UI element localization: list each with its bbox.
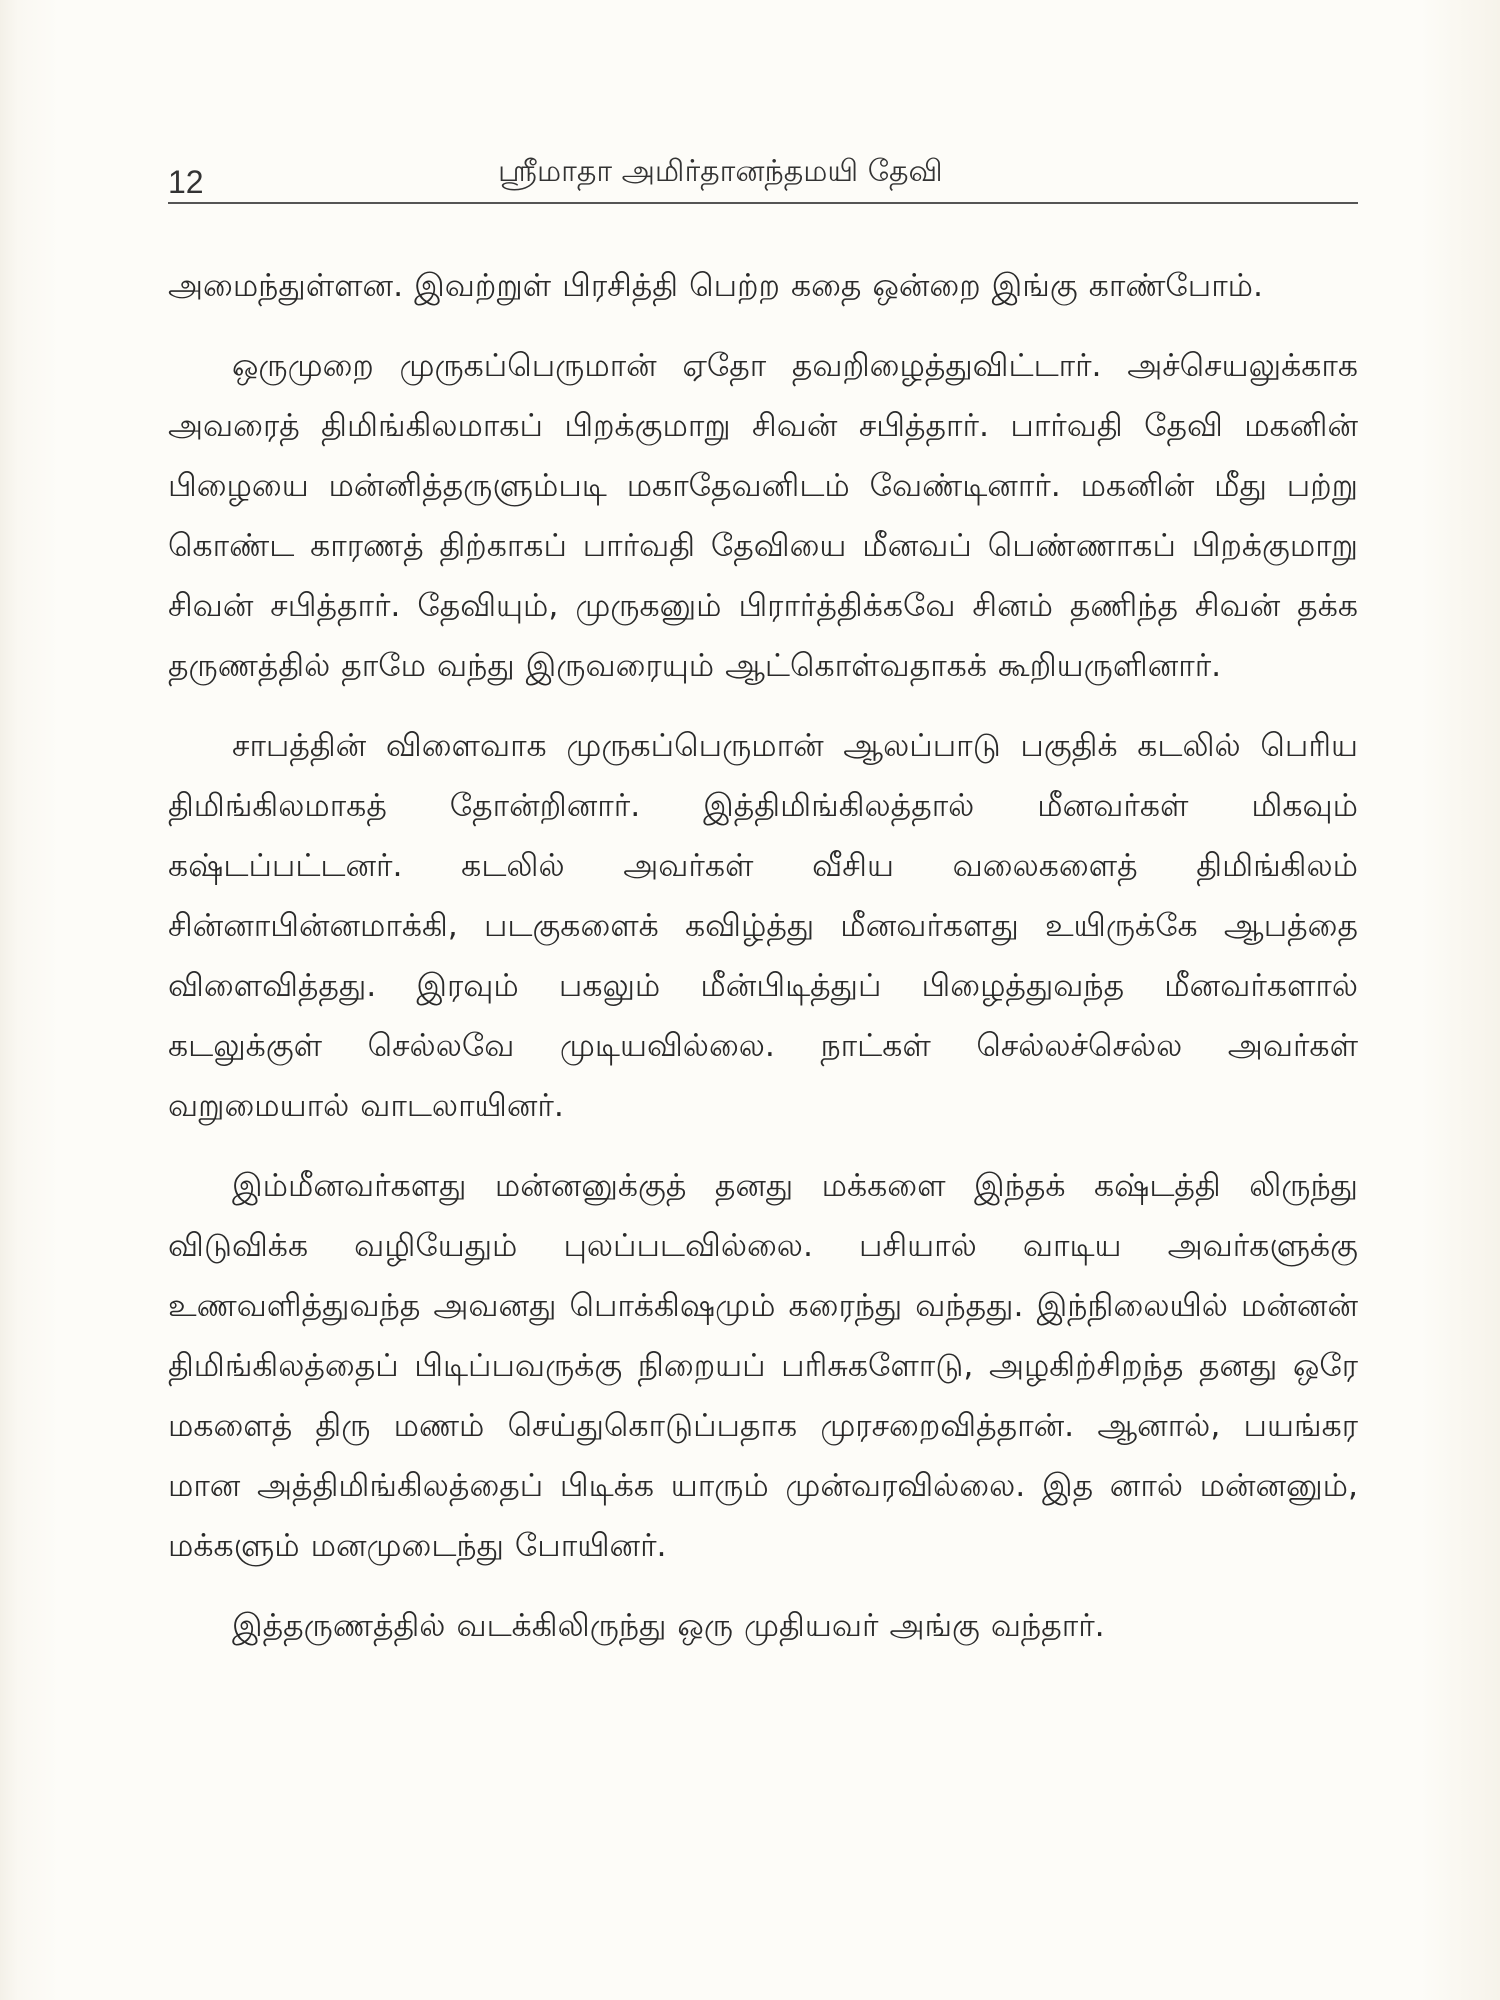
paragraph-2: ஒருமுறை முருகப்பெருமான் ஏதோ தவறிழைத்துவிட்டார். அச்செயலுக்காக அவரைத் திமிங்கிலமாகப் பிறக்குமாறு சிவன் சபித்தார். பார்வதி தேவி மகனின் பிழையை மன்னித்தருளும்படி மகாதேவனிடம் வேண்டினார். மகனின் மீது பற்று கொண்ட காரணத் திற்காகப் பார்வதி தேவியை மீனவப் பெண்ணாகப் பிறக்குமாறு சிவன் சபித்தார். தேவியும், முருகனும் பிரார்த்திக்கவே சினம் தணிந்த சிவன் தக்க தருணத்தில் தாமே வந்து இருவரையும் ஆட்கொள்வதாகக் கூறியருளினார்.: [168, 348, 1358, 684]
paragraph-4: இம்மீனவர்களது மன்னனுக்குத் தனது மக்களை இந்தக் கஷ்டத்தி லிருந்து விடுவிக்க வழியேதும் புலப்படவில்லை. பசியால் வாடிய அவர்களுக்கு உணவளித்துவந்த அவனது பொக்கிஷமும் கரைந்து வந்தது. இந்நிலையில் மன்னன் திமிங்கிலத்தைப் பிடிப்பவருக்கு நிறையப் பரிசுகளோடு, அழகிற்சிறந்த தனது ஒரே மகளைத் திரு மணம் செய்துகொடுப்பதாக முரசறைவித்தான். ஆனால், பயங்கர மான அத்திமிங்கிலத்தைப் பிடிக்க யாரும் முன்வரவில்லை. இத னால் மன்னனும், மக்களும் மனமுடைந்து போயினர்.: [168, 1168, 1358, 1564]
running-title: ஸ்ரீமாதா அமிர்தானந்தமயி தேவி: [498, 154, 943, 189]
body-text: [168, 256, 1358, 1656]
paragraph-3: சாபத்தின் விளைவாக முருகப்பெருமான் ஆலப்பாடு பகுதிக் கடலில் பெரிய திமிங்கிலமாகத் தோன்றினார். இத்திமிங்கிலத்தால் மீனவர்கள் மிகவும் கஷ்டப்பட்டனர். கடலில் அவர்கள் வீசிய வலைகளைத் திமிங்கிலம் சின்னாபின்னமாக்கி, படகுகளைக் கவிழ்த்து மீனவர்களது உயிருக்கே ஆபத்தை விளைவித்தது. இரவும் பகலும் மீன்பிடித்துப் பிழைத்துவந்த மீனவர்களால் கடலுக்குள் செல்லவே முடியவில்லை. நாட்கள் செல்லச்செல்ல அவர்கள் வறுமையால் வாடலாயினர்.: [168, 728, 1358, 1124]
page-number: 12: [168, 164, 204, 200]
running-header: [168, 150, 1358, 204]
page-content: [168, 150, 1358, 1656]
paragraph-5: இத்தருணத்தில் வடக்கிலிருந்து ஒரு முதியவர் அங்கு வந்தார்.: [232, 1608, 1105, 1644]
paragraph-1: அமைந்துள்ளன. இவற்றுள் பிரசித்தி பெற்ற கதை ஒன்றை இங்கு காண்போம்.: [168, 268, 1264, 304]
